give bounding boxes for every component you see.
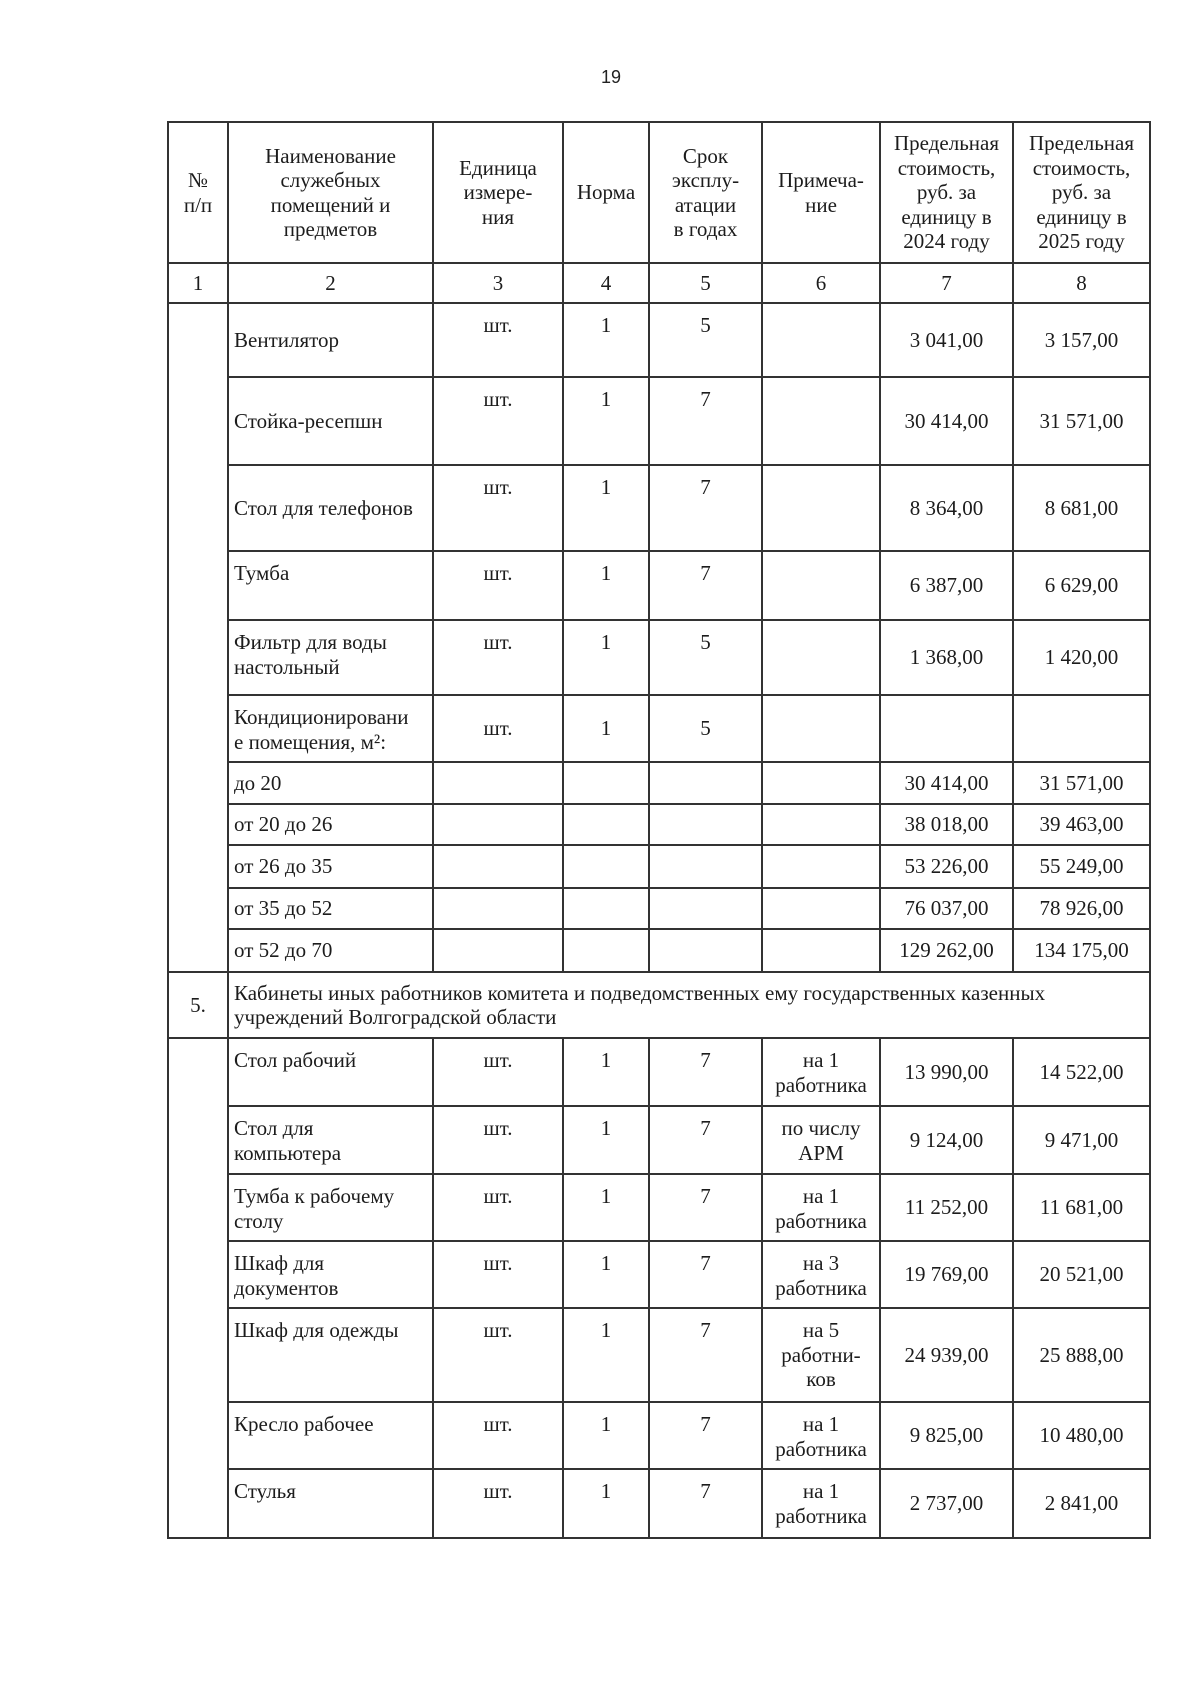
item-note	[762, 804, 880, 845]
item-price-2025: 3 157,00	[1013, 303, 1150, 377]
header-number: № п/п	[168, 122, 228, 263]
item-norm: 1	[563, 1106, 649, 1174]
item-term: 7	[649, 377, 762, 465]
item-unit: шт.	[433, 1174, 563, 1241]
section-row	[168, 972, 1150, 1038]
table-row	[168, 1402, 1150, 1469]
item-term	[649, 929, 762, 972]
item-unit	[433, 762, 563, 804]
table-row	[168, 377, 1150, 465]
item-price-2024: 30 414,00	[880, 377, 1013, 465]
item-note: на 1 работника	[762, 1469, 880, 1538]
item-term: 7	[649, 465, 762, 551]
item-term: 5	[649, 620, 762, 695]
item-norm: 1	[563, 1038, 649, 1106]
item-name: Стол для компьютера	[228, 1106, 433, 1174]
section-title: Кабинеты иных работников комитета и подведомственных ему государственных казенных учреждений Волгоградской области	[228, 972, 1150, 1038]
item-price-2025: 6 629,00	[1013, 551, 1150, 620]
table-row	[168, 620, 1150, 695]
item-price-2024: 129 262,00	[880, 929, 1013, 972]
item-price-2024: 53 226,00	[880, 845, 1013, 888]
column-number: 7	[880, 263, 1013, 303]
header-price-2025: Предельная стоимость, руб. за единицу в 2025 году	[1013, 122, 1150, 263]
header-unit: Единица измере- ния	[433, 122, 563, 263]
item-note	[762, 377, 880, 465]
item-unit: шт.	[433, 1038, 563, 1106]
item-norm: 1	[563, 551, 649, 620]
row-number-cell	[168, 1038, 228, 1538]
item-unit: шт.	[433, 1106, 563, 1174]
item-unit: шт.	[433, 1308, 563, 1402]
header-row	[168, 122, 1150, 263]
item-term: 7	[649, 1308, 762, 1402]
item-name: от 35 до 52	[228, 888, 433, 929]
item-name: Стол рабочий	[228, 1038, 433, 1106]
item-note: по числу АРМ	[762, 1106, 880, 1174]
header-norm: Норма	[563, 122, 649, 263]
table-row	[168, 1106, 1150, 1174]
item-price-2024: 2 737,00	[880, 1469, 1013, 1538]
item-norm	[563, 804, 649, 845]
item-norm: 1	[563, 1174, 649, 1241]
item-price-2024: 30 414,00	[880, 762, 1013, 804]
item-term: 7	[649, 1241, 762, 1308]
item-norm: 1	[563, 1469, 649, 1538]
item-price-2025: 31 571,00	[1013, 762, 1150, 804]
item-note	[762, 762, 880, 804]
item-price-2025	[1013, 695, 1150, 762]
item-price-2025: 11 681,00	[1013, 1174, 1150, 1241]
item-term: 7	[649, 1106, 762, 1174]
item-name: от 52 до 70	[228, 929, 433, 972]
table-row	[168, 303, 1150, 377]
item-unit: шт.	[433, 1402, 563, 1469]
item-price-2025: 14 522,00	[1013, 1038, 1150, 1106]
item-note: на 3 работника	[762, 1241, 880, 1308]
item-price-2024: 8 364,00	[880, 465, 1013, 551]
item-term: 7	[649, 1402, 762, 1469]
item-unit: шт.	[433, 551, 563, 620]
item-price-2025: 9 471,00	[1013, 1106, 1150, 1174]
header-term: Срок эксплу- атации в годах	[649, 122, 762, 263]
table-row	[168, 804, 1150, 845]
item-name: до 20	[228, 762, 433, 804]
table-row	[168, 929, 1150, 972]
item-note	[762, 845, 880, 888]
item-note: на 1 работника	[762, 1402, 880, 1469]
item-term: 7	[649, 1174, 762, 1241]
item-term: 5	[649, 303, 762, 377]
item-price-2025: 39 463,00	[1013, 804, 1150, 845]
item-term: 7	[649, 551, 762, 620]
column-number: 2	[228, 263, 433, 303]
item-norm	[563, 845, 649, 888]
page-number: 19	[600, 67, 622, 87]
table-row	[168, 1038, 1150, 1106]
item-note	[762, 695, 880, 762]
item-norm: 1	[563, 465, 649, 551]
item-unit: шт.	[433, 620, 563, 695]
item-price-2024: 38 018,00	[880, 804, 1013, 845]
item-term	[649, 888, 762, 929]
header-name: Наименование служебных помещений и предметов	[228, 122, 433, 263]
item-unit: шт.	[433, 377, 563, 465]
item-name: Стойка-ресепшн	[228, 377, 433, 465]
item-note	[762, 303, 880, 377]
item-norm	[563, 929, 649, 972]
item-name: Кресло рабочее	[228, 1402, 433, 1469]
item-name: Стулья	[228, 1469, 433, 1538]
item-unit	[433, 929, 563, 972]
item-note	[762, 620, 880, 695]
item-term: 5	[649, 695, 762, 762]
item-price-2024: 9 124,00	[880, 1106, 1013, 1174]
item-term	[649, 804, 762, 845]
item-norm: 1	[563, 1402, 649, 1469]
item-price-2025: 78 926,00	[1013, 888, 1150, 929]
item-price-2025: 2 841,00	[1013, 1469, 1150, 1538]
item-name: Тумба	[228, 551, 433, 620]
item-unit: шт.	[433, 1241, 563, 1308]
item-note: на 5 работни- ков	[762, 1308, 880, 1402]
item-price-2024	[880, 695, 1013, 762]
item-price-2025: 20 521,00	[1013, 1241, 1150, 1308]
item-name: Вентилятор	[228, 303, 433, 377]
item-price-2024: 11 252,00	[880, 1174, 1013, 1241]
table-row	[168, 888, 1150, 929]
table-row	[168, 695, 1150, 762]
section-number: 5.	[168, 972, 228, 1038]
item-norm: 1	[563, 1308, 649, 1402]
item-price-2025: 31 571,00	[1013, 377, 1150, 465]
item-note: на 1 работника	[762, 1174, 880, 1241]
table-row	[168, 762, 1150, 804]
item-norm: 1	[563, 620, 649, 695]
item-norm: 1	[563, 1241, 649, 1308]
item-price-2024: 76 037,00	[880, 888, 1013, 929]
header-note: Примеча- ние	[762, 122, 880, 263]
item-price-2024: 3 041,00	[880, 303, 1013, 377]
column-numbers-row	[168, 263, 1150, 303]
column-number: 1	[168, 263, 228, 303]
item-price-2024: 24 939,00	[880, 1308, 1013, 1402]
table-row	[168, 845, 1150, 888]
item-name: Шкаф для одежды	[228, 1308, 433, 1402]
item-norm: 1	[563, 303, 649, 377]
item-note	[762, 551, 880, 620]
item-note	[762, 929, 880, 972]
item-unit: шт.	[433, 1469, 563, 1538]
item-name: Тумба к рабочему столу	[228, 1174, 433, 1241]
column-number: 3	[433, 263, 563, 303]
item-unit: шт.	[433, 303, 563, 377]
table-row	[168, 1469, 1150, 1538]
table-row	[168, 465, 1150, 551]
item-unit: шт.	[433, 465, 563, 551]
item-price-2025: 55 249,00	[1013, 845, 1150, 888]
item-price-2025: 1 420,00	[1013, 620, 1150, 695]
item-name: Кондиционировани е помещения, м²:	[228, 695, 433, 762]
column-number: 4	[563, 263, 649, 303]
item-note: на 1 работника	[762, 1038, 880, 1106]
item-name: Фильтр для воды настольный	[228, 620, 433, 695]
item-norm	[563, 888, 649, 929]
item-term	[649, 762, 762, 804]
item-unit: шт.	[433, 695, 563, 762]
item-price-2024: 19 769,00	[880, 1241, 1013, 1308]
item-norm: 1	[563, 377, 649, 465]
item-price-2025: 25 888,00	[1013, 1308, 1150, 1402]
column-number: 5	[649, 263, 762, 303]
item-note	[762, 888, 880, 929]
item-price-2024: 6 387,00	[880, 551, 1013, 620]
item-norm	[563, 762, 649, 804]
item-name: Шкаф для документов	[228, 1241, 433, 1308]
column-number: 8	[1013, 263, 1150, 303]
item-term: 7	[649, 1038, 762, 1106]
table-row	[168, 1308, 1150, 1402]
table-row	[168, 1241, 1150, 1308]
item-unit	[433, 804, 563, 845]
item-unit	[433, 888, 563, 929]
item-price-2025: 8 681,00	[1013, 465, 1150, 551]
norms-table	[167, 121, 1151, 1539]
item-price-2024: 9 825,00	[880, 1402, 1013, 1469]
item-name: от 20 до 26	[228, 804, 433, 845]
table-row	[168, 551, 1150, 620]
item-name: Стол для телефонов	[228, 465, 433, 551]
table-row	[168, 1174, 1150, 1241]
header-price-2024: Предельная стоимость, руб. за единицу в 2024 году	[880, 122, 1013, 263]
item-term: 7	[649, 1469, 762, 1538]
item-price-2025: 10 480,00	[1013, 1402, 1150, 1469]
item-name: от 26 до 35	[228, 845, 433, 888]
item-note	[762, 465, 880, 551]
item-term	[649, 845, 762, 888]
item-norm: 1	[563, 695, 649, 762]
item-unit	[433, 845, 563, 888]
column-number: 6	[762, 263, 880, 303]
item-price-2025: 134 175,00	[1013, 929, 1150, 972]
item-price-2024: 1 368,00	[880, 620, 1013, 695]
row-number-cell	[168, 303, 228, 972]
item-price-2024: 13 990,00	[880, 1038, 1013, 1106]
